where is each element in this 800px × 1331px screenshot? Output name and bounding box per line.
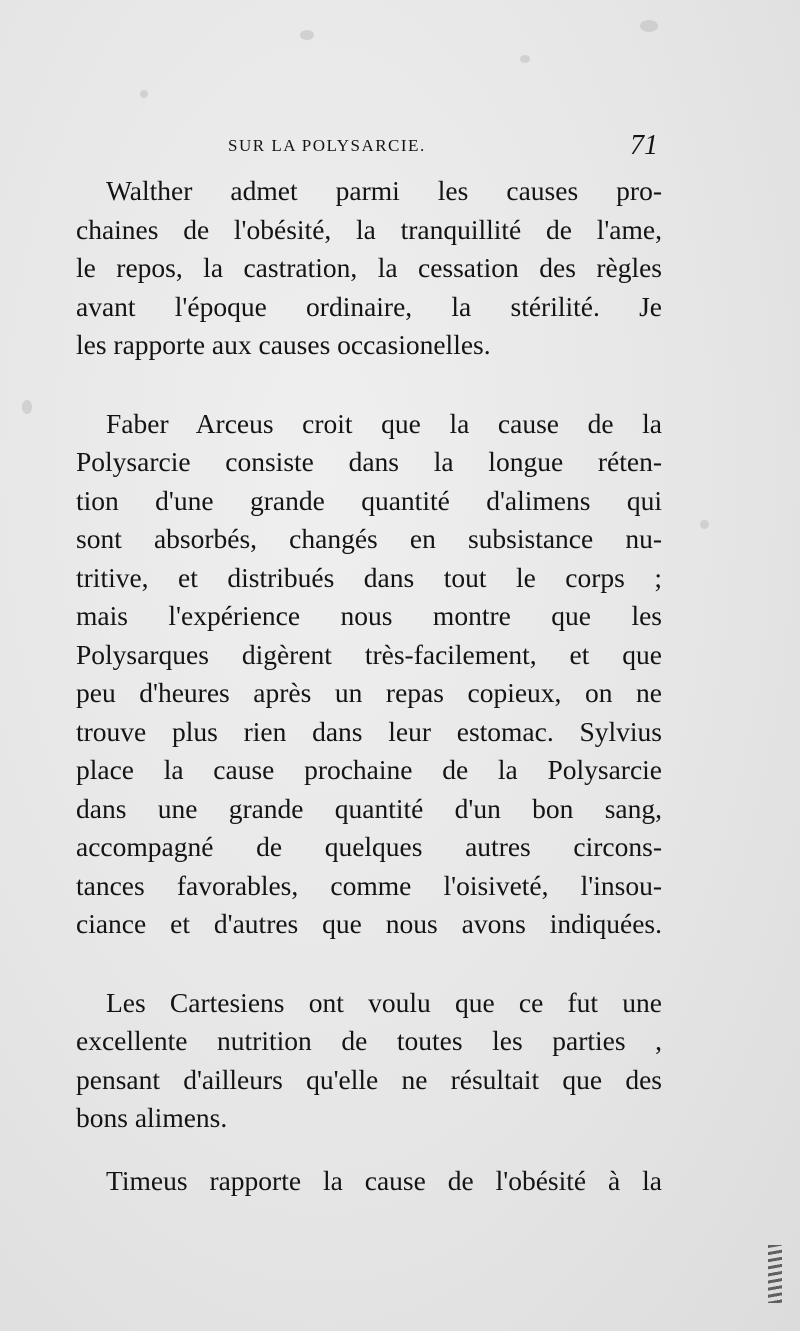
- text-line: mais l'expérience nous montre que les: [76, 600, 662, 631]
- text-line: place la cause prochaine de la Polysarcie: [76, 754, 662, 785]
- text-line: Les Cartesiens ont voulu que ce fut une: [106, 986, 662, 1018]
- text-line: peu d'heures après un repas copieux, on ne: [76, 677, 662, 708]
- running-title: SUR LA POLYSARCIE.: [228, 136, 426, 155]
- paragraph-faber-arceus: [76, 405, 662, 944]
- paragraph-cartesiens: [76, 984, 662, 1138]
- text-line: avant l'époque ordinaire, la stérilité. Je: [76, 290, 662, 322]
- text-line: tritive, et distribués dans tout le corps ;: [76, 561, 662, 593]
- paper-speck: [700, 520, 709, 529]
- text-line: ciance et d'autres que nous avons indiquées.: [76, 908, 662, 939]
- text-line: Timeus rapporte la cause de l'obésité à la: [106, 1164, 662, 1196]
- text-line: le repos, la castration, la cessation des règles: [76, 252, 662, 283]
- paper-speck: [640, 20, 658, 32]
- paper-speck: [520, 55, 530, 63]
- text-line: Walther admet parmi les causes pro-: [106, 175, 662, 206]
- text-line: bons alimens.: [76, 1102, 228, 1133]
- text-line: tion d'une grande quantité d'alimens qui: [76, 484, 662, 516]
- text-line: tances favorables, comme l'oisiveté, l'insou-: [76, 869, 662, 901]
- text-line: dans une grande quantité d'un bon sang,: [76, 792, 662, 824]
- paper-speck: [300, 30, 314, 40]
- text-line: excellente nutrition de toutes les parties ,: [76, 1025, 662, 1056]
- page-edge-mark: [768, 1245, 782, 1303]
- paragraph-walther: [76, 172, 662, 365]
- text-line: les rapporte aux causes occasionelles.: [76, 329, 491, 360]
- text-line: Polysarcie consiste dans la longue réten-: [76, 446, 662, 477]
- text-line: sont absorbés, changés en subsistance nu-: [76, 523, 662, 554]
- text-line: chaines de l'obésité, la tranquillité de l'ame,: [76, 213, 662, 245]
- paragraph-timeus: [76, 1162, 662, 1201]
- text-line: pensant d'ailleurs qu'elle ne résultait que des: [76, 1063, 662, 1095]
- body-text: [76, 172, 662, 1200]
- page-number: 71: [630, 130, 658, 161]
- text-line: trouve plus rien dans leur estomac. Sylvius: [76, 715, 662, 747]
- paper-speck: [140, 90, 148, 98]
- text-line: accompagné de quelques autres circons-: [76, 831, 662, 862]
- paper-speck: [22, 400, 32, 414]
- text-line: Polysarques digèrent très-facilement, et que: [76, 638, 662, 670]
- running-head: [228, 130, 658, 161]
- text-line: Faber Arceus croit que la cause de la: [106, 407, 662, 439]
